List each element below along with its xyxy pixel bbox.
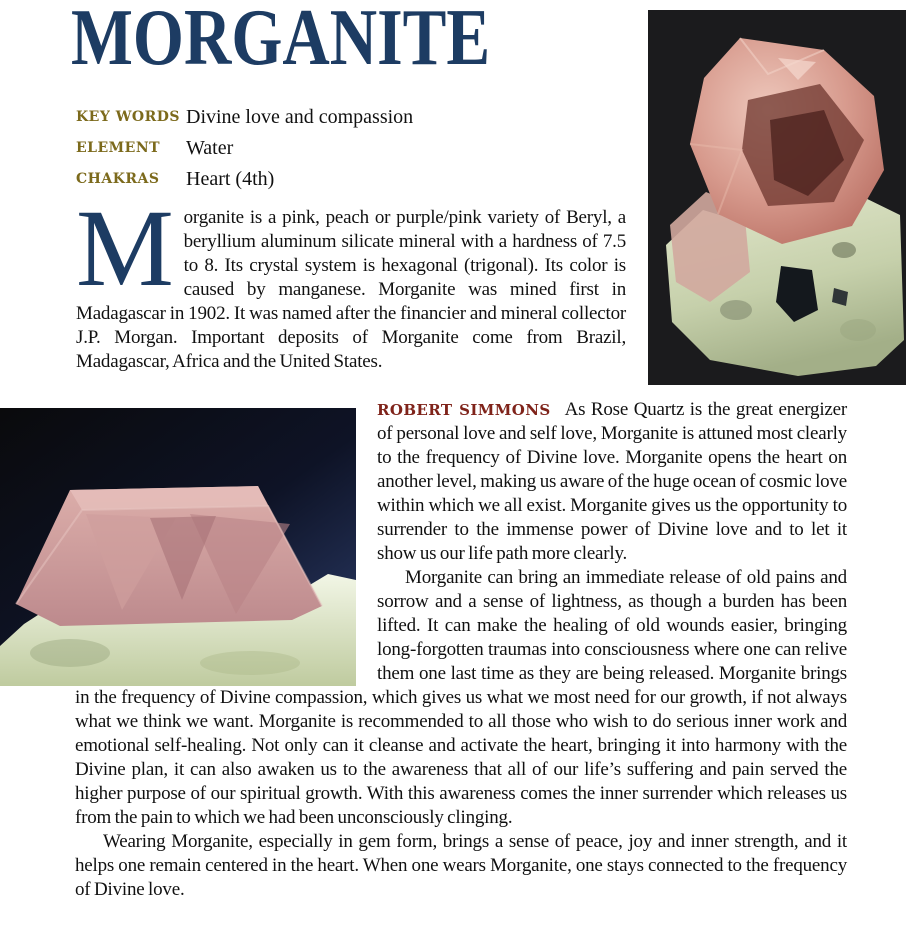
simmons-section bbox=[75, 398, 847, 902]
morganite-photo-left bbox=[0, 408, 356, 686]
intro-text: organite is a pink, peach or purple/pink variety of Beryl, a beryllium aluminum silicate mineral with a hardness of 7.5 to 8. Its crystal system is hexagonal (trigonal). Its color is caused by manganese. Morganite was mined first in Madagascar in 1902. It was named after the financier and mineral collector J.P. Morgan. Important deposits of Morganite come from Brazil, Madagascar, Africa and the United States. bbox=[76, 207, 626, 372]
property-row-keywords bbox=[76, 101, 413, 132]
property-row-element bbox=[76, 132, 413, 163]
simmons-paragraph-2: Morganite can bring an immediate release of old pains and sorrow and a sense of lightness, as though a burden has been lifted. It can make the healing of old wounds easier, bringing long-forgotten traumas into consciousness where one can relive them one last time as they are being released. Morganite brings in the frequency of Divine compassion, which gives us what we most need for our growth, if not always what we think we want. Morganite is recommended to all those who wish to do serious inner work and emotional self-healing. Not only can it cleanse and activate the heart, bringing it into harmony with the Divine plan, it can also awaken us to the awareness that all of our life’s suffering and pain served the higher purpose of our spiritual growth. With this awareness comes the inner surrender which releases us from the pain to which we had been unconsciously clinging. bbox=[75, 567, 847, 828]
simmons-label: ROBERT SIMMONS bbox=[377, 401, 551, 419]
morganite-photo-top-right bbox=[648, 10, 906, 385]
drop-cap: M bbox=[76, 187, 174, 309]
intro-paragraph bbox=[76, 187, 626, 374]
properties-list bbox=[76, 101, 413, 194]
property-label: CHAKRAS bbox=[76, 170, 160, 187]
simmons-text-1: As Rose Quartz is the great energizer of personal love and self love, Morganite is attuned most clearly to the frequency of Divine love. Morganite opens the heart on another level, making us aware of the huge ocean of cosmic love within which we all exist. Morganite gives us the opportunity to surrender to the immense power of Divine love and to let it show us our life path more clearly. bbox=[377, 399, 847, 564]
property-label: KEY WORDS bbox=[76, 108, 181, 125]
property-label: ELEMENT bbox=[76, 139, 161, 156]
property-value: Water bbox=[186, 136, 234, 159]
simmons-paragraph-3: Wearing Morganite, especially in gem form, brings a sense of peace, joy and inner strength, and it helps one remain centered in the heart. When one wears Morganite, one stays connected to the frequency of Divine love. bbox=[75, 831, 847, 900]
morganite-crystal-illustration bbox=[648, 10, 906, 385]
page-title: MORGANITE bbox=[71, 0, 491, 82]
morganite-matrix-illustration bbox=[0, 408, 356, 686]
property-value: Heart (4th) bbox=[186, 167, 275, 190]
property-value: Divine love and compassion bbox=[186, 105, 414, 128]
